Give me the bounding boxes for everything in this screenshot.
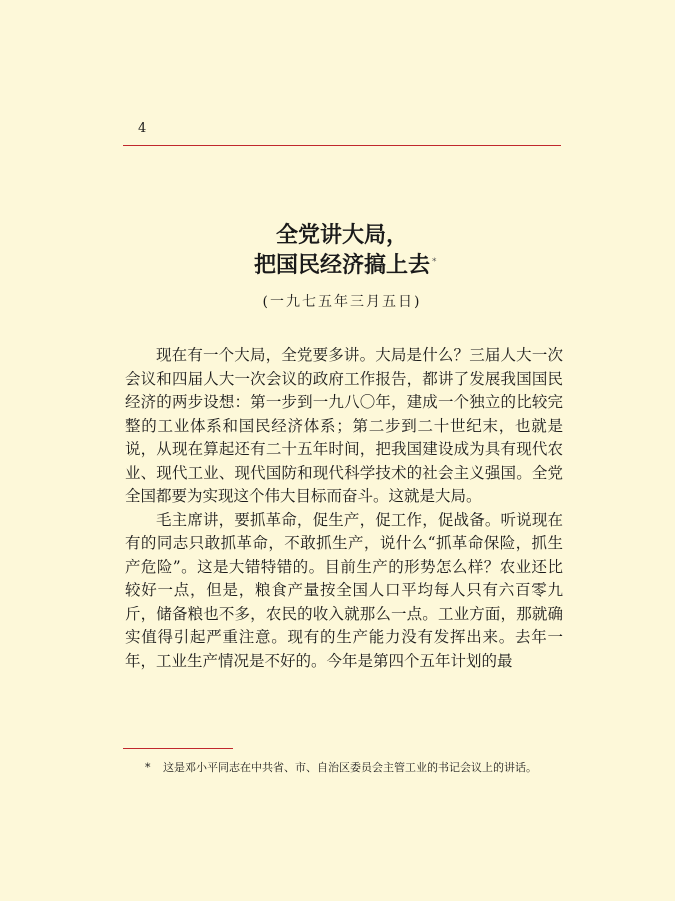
paragraph-1: 现在有一个大局，全党要多讲。大局是什么？三届人大一次会议和四届人大一次会议的政府工作报告，都讲了发展我国国民经济的两步设想：第一步到一九八〇年，建成一个独立的比较完整的工业体系和国民经济体系；第二步到二十世纪末，也就是说，从现在算起还有二十五年时间，把我国建设成为具有现代农业、现代工业、现代国防和现代科学技术的社会主义强国。全党全国都要为实现这个伟大目标而奋斗。这就是大局。 (125, 346, 563, 505)
date-line: (一九七五年三月五日) (262, 294, 422, 310)
paragraph-2: 毛主席讲，要抓革命，促生产，促工作，促战备。听说现在有的同志只敢抓革命，不敢抓生产，说什么“抓革命保险，抓生产危险”。这是大错特错的。目前生产的形势怎么样？农业还比较好一点，但是，粮食产量按全国人口平均每人只有六百零九斤，储备粮也不多，农民的收入就那么一点。工业方面，那就确实值得引起严重注意。现有的生产能力没有发挥出来。去年一年，工业生产情况是不好的。今年是第四个五年计划的最 (125, 510, 563, 670)
header-rule (123, 145, 561, 146)
footnote-rule (123, 748, 233, 749)
title-line-2 (123, 251, 561, 281)
footnote (145, 761, 561, 774)
title-line-2-text: 把国民经济搞上去 (253, 253, 430, 278)
footnote-marker: * (145, 761, 151, 774)
title-line-1: 全党讲大局， (275, 223, 408, 248)
title-footnote-marker: * (432, 257, 437, 267)
body-text (125, 344, 563, 673)
page-number: 4 (138, 121, 147, 136)
footnote-text: 这是邓小平同志在中共省、市、自治区委员会主管工业的书记会议上的讲话。 (163, 761, 537, 774)
